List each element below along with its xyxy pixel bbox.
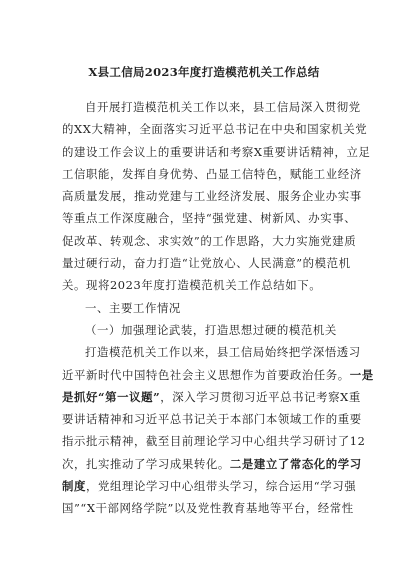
text-run: 等重点工作深度融合，坚持“强党建、树新风、办实事、 xyxy=(62,211,357,226)
text-run: 高质量发展，推动党建与工业经济发展、服务企业办实事 xyxy=(62,189,362,204)
text-line xyxy=(62,163,362,185)
bold-text-run: 制度 xyxy=(62,479,86,494)
text-line xyxy=(62,207,357,229)
bold-text-run: 是抓好“第一议题” xyxy=(62,389,161,404)
text-run: 工信职能，发挥自身优势、凸显工信特色，赋能工业经济 xyxy=(62,166,362,181)
section-heading xyxy=(62,297,348,319)
text-line xyxy=(62,341,361,363)
text-run: 近平新时代中国特色社会主义思想作为首要政治任务。 xyxy=(62,367,350,382)
subsection-heading xyxy=(62,319,348,341)
text-run: 的XX大精神，全面落实习近平总书记在中央和国家机关党 xyxy=(62,122,368,137)
document-body xyxy=(62,96,374,520)
text-run: 关。现将2023年度打造模范机关工作总结如下。 xyxy=(62,278,322,293)
text-line xyxy=(62,230,357,252)
text-line xyxy=(62,141,371,163)
document-title: X县工信局2023年度打造模范机关工作总结 xyxy=(88,65,320,79)
text-line xyxy=(62,319,348,341)
text-line xyxy=(62,252,351,274)
text-line xyxy=(62,297,348,319)
text-line xyxy=(62,118,368,140)
bold-text-run: 一是 xyxy=(349,367,374,382)
bold-text-run: 二是建立了常态化的学习 xyxy=(229,456,362,471)
text-line xyxy=(62,364,374,386)
text-line xyxy=(62,386,361,408)
text-run: ，党组理论学习中心组带头学习，综合运用“学习强 xyxy=(85,479,357,494)
text-run: （一）加强理论武装，打造思想过硬的模范机关 xyxy=(85,322,337,337)
text-line xyxy=(62,96,361,118)
text-run: 量过硬行动，奋力打造“让党放心、人民满意”的模范机 xyxy=(62,256,351,271)
text-run: 指示批示精神，截至目前理论学习中心组共学习研讨了12 xyxy=(62,434,366,449)
text-run: 次，扎实推动了学习成果转化。 xyxy=(62,456,230,471)
intro-paragraph xyxy=(62,96,371,297)
text-line xyxy=(62,185,362,207)
text-run: 自开展打造模范机关工作以来，县工信局深入贯彻党 xyxy=(85,100,361,114)
text-run: ，深入学习贯彻习近平总书记考察X重 xyxy=(160,389,361,404)
text-line xyxy=(62,430,366,452)
text-run: 促改革、转观念、求实效”的工作思路，大力实施党建质 xyxy=(62,233,357,248)
text-run: 要讲话精神和习近平总书记关于本部门本领域工作的重要 xyxy=(62,412,362,427)
text-line xyxy=(62,497,354,519)
content-paragraph xyxy=(62,341,374,519)
text-run: 打造模范机关工作以来，县工信局始终把学深悟透习 xyxy=(85,345,361,360)
text-run: 国”“X干部网络学院”以及党性教育基地等平台，经常性 xyxy=(62,501,354,516)
text-line xyxy=(62,408,362,430)
text-run: 的建设工作会议上的重要讲话和考察X重要讲话精神，立足 xyxy=(62,144,371,159)
text-run: 一、主要工作情况 xyxy=(85,300,181,315)
text-line xyxy=(62,453,362,475)
text-line xyxy=(62,274,348,296)
text-line xyxy=(62,475,357,497)
